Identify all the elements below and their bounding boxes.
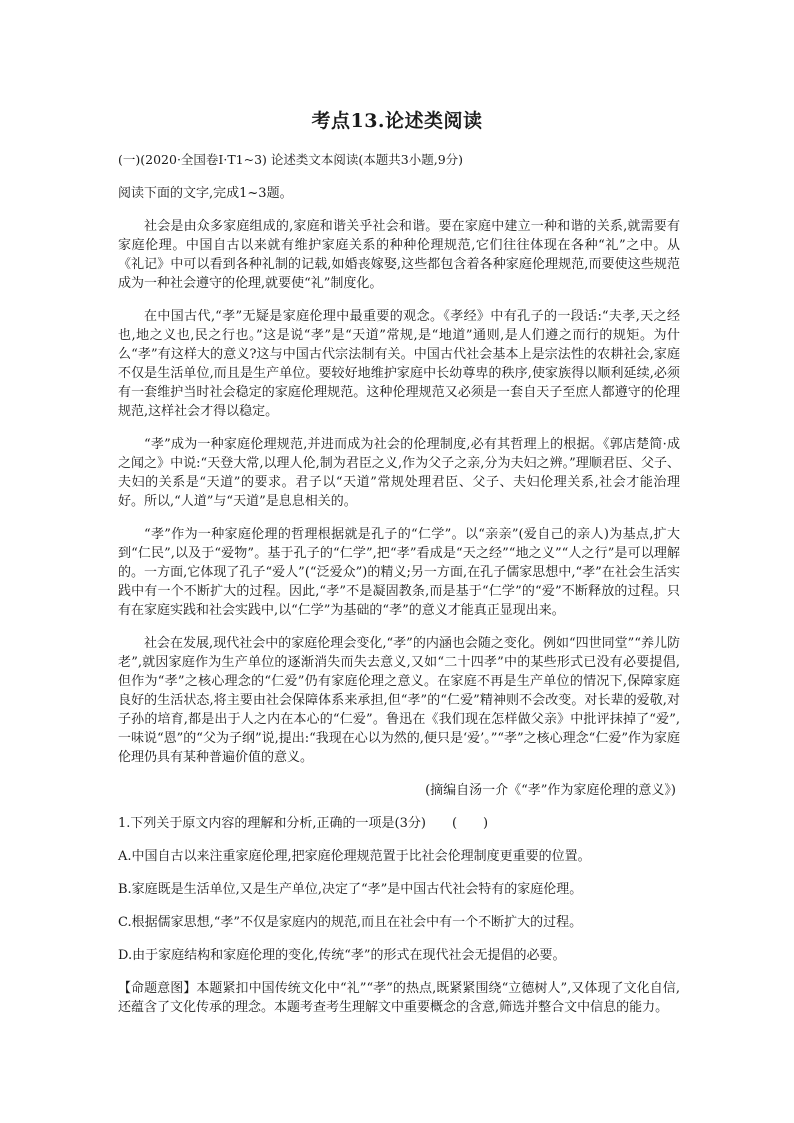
- section-header: (一)(2020·全国卷Ⅰ·T1~3) 论述类文本阅读(本题共3小题,9分): [118, 152, 464, 167]
- passage-paragraph-1: 社会是由众多家庭组成的,家庭和谐关乎社会和谐。要在家庭中建立一种和谐的关系,就需要有家庭伦理。中国自古以来就有维护家庭关系的种种伦理规范,它们往往体现在各种“礼”之中。从《礼记》中可以看到各种礼制的记载,如婚丧嫁娶,这些都包含着各种家庭伦理规范,而要使这些规范成为一种社会遵守的伦理,就要使“礼”制度化。: [118, 219, 680, 291]
- option-b: B.家庭既是生活单位,又是生产单位,决定了“孝”是中国古代社会特有的家庭伦理。: [118, 882, 583, 897]
- option-c: C.根据儒家思想,“孝”不仅是家庭内的规范,而且在社会中有一个不断扩大的过程。: [118, 915, 583, 930]
- passage-paragraph-3: “孝”成为一种家庭伦理规范,并进而成为社会的伦理制度,必有其哲理上的根据。《郭店楚简·成之闻之》中说:“天登大常,以理人伦,制为君臣之义,作为父子之亲,分为夫妇之辨。”理顺君臣、父子、夫妇的关系是“天道”的要求。君子以“天道”常规处理君臣、父子、夫妇伦理关系,社会才能治理好。所以,“人道”与“天道”是息息相关的。: [118, 437, 680, 509]
- passage-paragraph-5: 社会在发展,现代社会中的家庭伦理会变化,“孝”的内涵也会随之变化。例如“四世同堂”“养儿防老”,就因家庭作为生产单位的逐渐消失而失去意义,又如“二十四孝”中的某些形式已没有必要提倡,但作为“孝”之核心理念的“仁爱”仍有家庭伦理之意义。在家庭不再是生产单位的情况下,保障家庭良好的生活状态,将主要由社会保障体系来承担,但“孝”的“仁爱”精神则不会改变。对长辈的爱敬,对子孙的培育,都是出于人之内在本心的“仁爱”。鲁迅在《我们现在怎样做父亲》中批评抹掉了“爱”,一味说“恩”的“父为子纲”说,提出:“我现在心以为然的,便只是‘爱’。”“孝”之核心理念“仁爱”作为家庭伦理仍具有某种普遍价值的意义。: [118, 636, 680, 765]
- reading-instruction: 阅读下面的文字,完成1~3题。: [118, 186, 293, 201]
- page-title: 考点13.论述类阅读: [311, 110, 483, 132]
- passage-paragraph-4: “孝”作为一种家庭伦理的哲理根据就是孔子的“仁学”。以“亲亲”(爱自己的亲人)为基点,扩大到“仁民”,以及于“爱物”。基于孔子的“仁学”,把“孝”看成是“天之经”“地之义”“人之行”是可以理解的。一方面,它体现了孔子“爱人”(“泛爱众”)的精义;另一方面,在孔子儒家思想中,“孝”在社会生活实践中有一个不断扩大的过程。因此,“孝”不是凝固教条,而是基于“仁学”的“爱”不断释放的过程。只有在家庭实践和社会实践中,以“仁学”为基础的“孝”的意义才能真正显现出来。: [118, 527, 680, 618]
- document-body: [118, 150, 680, 1017]
- question-1: 1.下列关于原文内容的理解和分析,正确的一项是(3分) ( ): [118, 816, 489, 831]
- option-a: A.中国自古以来注重家庭伦理,把家庭伦理规范置于比社会伦理制度更重要的位置。: [118, 849, 591, 864]
- option-d: D.由于家庭结构和家庭伦理的变化,传统“孝”的形式在现代社会无提倡的必要。: [118, 948, 566, 963]
- question-intent: 【命题意图】本题紧扣中国传统文化中“礼”“孝”的热点,既紧紧围绕“立德树人”,又体现了文化自信,还蕴含了文化传承的理念。本题考查考生理解文中重要概念的含意,筛选并整合文中信息的能力。: [118, 981, 680, 1015]
- passage-paragraph-2: 在中国古代,“孝”无疑是家庭伦理中最重要的观念。《孝经》中有孔子的一段话:“夫孝,天之经也,地之义也,民之行也。”这是说“孝”是“天道”常规,是“地道”通则,是人们遵之而行的规矩。为什么“孝”有这样大的意义?这与中国古代宗法制有关。中国古代社会基本上是宗法性的农耕社会,家庭不仅是生活单位,而且是生产单位。要较好地维护家庭中长幼尊卑的秩序,使家族得以顺利延续,必须有一套维护当时社会稳定的家庭伦理规范。这种伦理规范又必须是一套自天子至庶人都遵守的伦理规范,这样社会才得以稳定。: [118, 309, 680, 419]
- source-citation: (摘编自汤一介《“孝”作为家庭伦理的意义》): [425, 783, 676, 798]
